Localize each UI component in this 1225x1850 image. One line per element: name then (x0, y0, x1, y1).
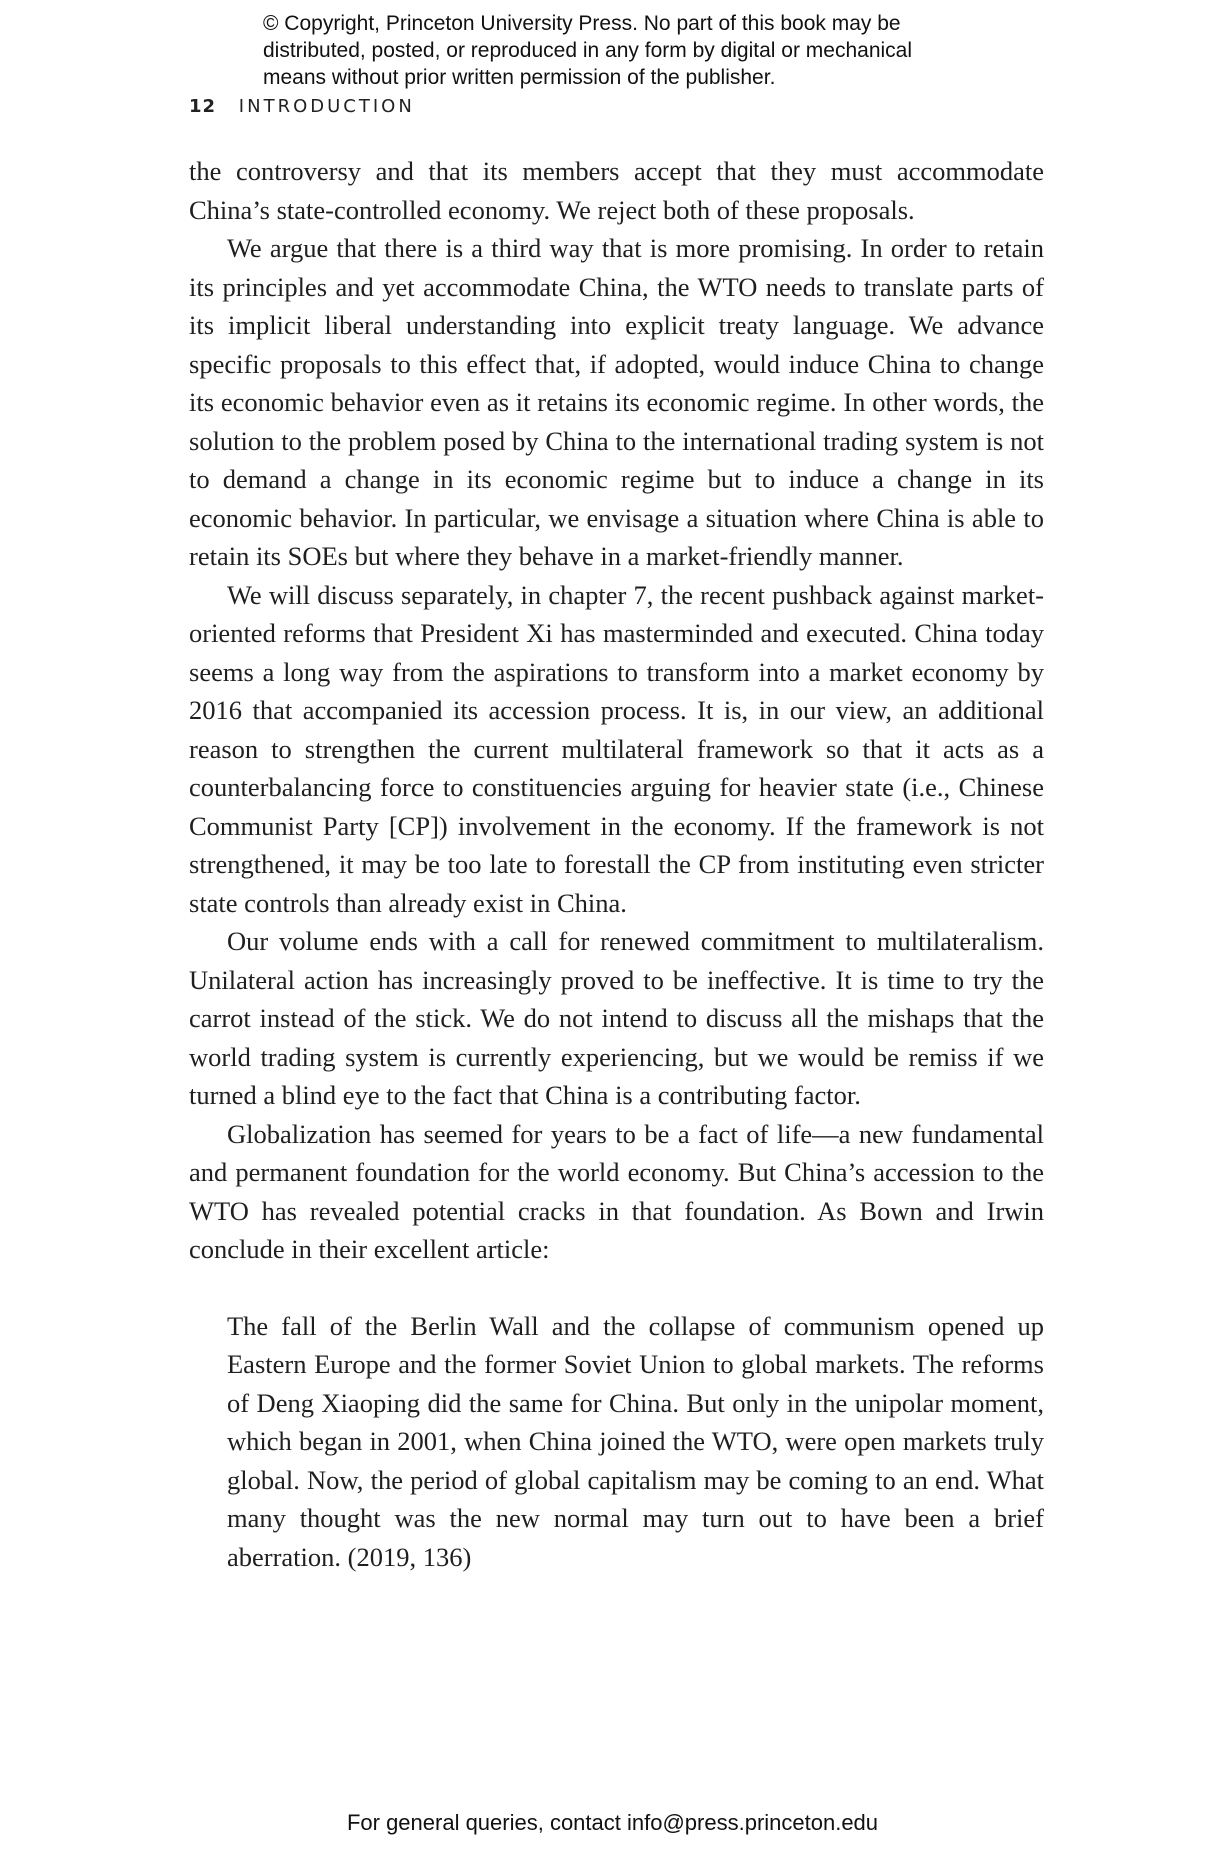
page-number: 12 (189, 96, 217, 117)
copyright-line-3: means without prior written permission of the publisher. (263, 66, 776, 89)
paragraph-1: the controversy and that its members accept that they must accommodate China’s state-controlled economy. We reject both of these proposals. (189, 156, 1044, 225)
block-quote: The fall of the Berlin Wall and the collapse of communism opened up Eastern Europe and the former Soviet Union to global markets. The reforms of Deng Xiaoping did the same for China. But only in the unipolar moment, which began in 2001, when China joined the WTO, were open markets truly global. Now, the period of global capitalism may be coming to an end. What many thought was the new normal may turn out to have been a brief aberration. (2019, 136) (227, 1310, 1044, 1572)
running-head (189, 96, 415, 117)
paragraph-2: We argue that there is a third way that is more promising. In order to retain its principles and yet accommodate China, the WTO needs to translate parts of its implicit liberal understanding into explicit treaty language. We advance specific proposals to this effect that, if adopted, would induce China to change its economic behavior even as it retains its economic regime. In other words, the solution to the problem posed by China to the international trading system is not to demand a change in its economic regime but to induce a change in its economic behavior. In particular, we envisage a situation where China is able to retain its SOEs but where they behave in a market-friendly manner. (189, 233, 1044, 571)
paragraph-4: Our volume ends with a call for renewed commitment to multilateralism. Unilateral action has increasingly proved to be ineffective. It is time to try the carrot instead of the stick. We do not intend to discuss all the mishaps that the world trading system is currently experiencing, but we would be remiss if we turned a blind eye to the fact that China is a contributing factor. (189, 926, 1044, 1110)
paragraph-5: Globalization has seemed for years to be a fact of life—a new fundamental and permanent foundation for the world economy. But China’s accession to the WTO has revealed potential cracks in that foundation. As Bown and Irwin conclude in their excellent article: (189, 1118, 1044, 1264)
body-text (189, 152, 1044, 1576)
copyright-line-2: distributed, posted, or reproduced in any form by digital or mechanical (263, 39, 913, 62)
section-title: INTRODUCTION (238, 96, 415, 117)
paragraph-3: We will discuss separately, in chapter 7, the recent pushback against market-oriented reforms that President Xi has masterminded and executed. China today seems a long way from the aspirations to transform into a market economy by 2016 that accompanied its accession process. It is, in our view, an additional reason to strengthen the current multilateral framework so that it acts as a counterbalancing force to constituencies arguing for heavier state (i.e., Chinese Communist Party [CP]) involvement in the economy. If the framework is not strengthened, it may be too late to forestall the CP from instituting even stricter state controls than already exist in China. (189, 579, 1044, 918)
footer-contact: For general queries, contact info@press.princeton.edu (346, 1810, 879, 1835)
copyright-notice (263, 10, 1003, 91)
copyright-line-1: © Copyright, Princeton University Press. No part of this book may be (263, 12, 901, 35)
